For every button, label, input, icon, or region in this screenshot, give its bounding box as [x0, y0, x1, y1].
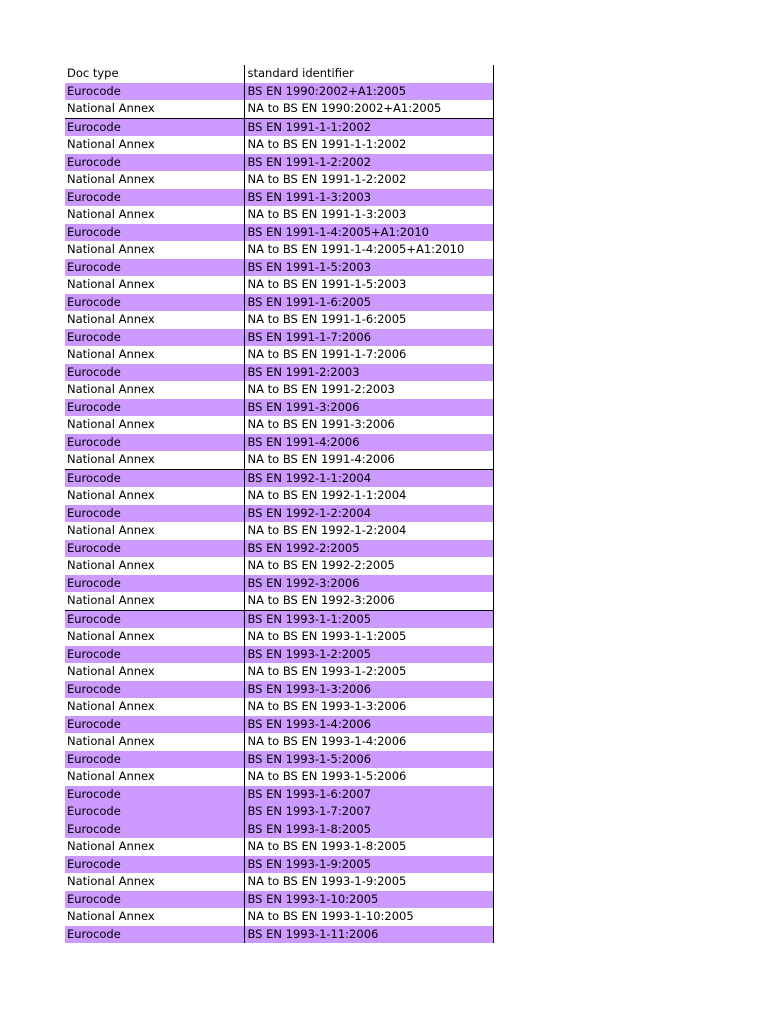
doc-type-cell: National Annex — [65, 276, 244, 294]
doc-type-cell: National Annex — [65, 451, 244, 469]
standard-identifier-cell: BS EN 1993-1-2:2005 — [244, 646, 493, 664]
standard-identifier-cell: NA to BS EN 1991-3:2006 — [244, 416, 493, 434]
table-row — [65, 768, 493, 786]
table-row — [65, 575, 493, 593]
doc-type-cell: National Annex — [65, 592, 244, 610]
standard-identifier-cell: BS EN 1991-1-6:2005 — [244, 294, 493, 312]
table-row — [65, 259, 493, 277]
standard-identifier-cell: BS EN 1993-1-10:2005 — [244, 891, 493, 909]
standard-identifier-cell: BS EN 1991-3:2006 — [244, 399, 493, 417]
table-row — [65, 276, 493, 294]
standard-identifier-cell: BS EN 1992-2:2005 — [244, 540, 493, 558]
standard-identifier-cell: BS EN 1992-1-1:2004 — [244, 469, 493, 487]
doc-type-cell: National Annex — [65, 171, 244, 189]
table-row — [65, 716, 493, 734]
standard-identifier-cell: NA to BS EN 1992-1-1:2004 — [244, 487, 493, 505]
doc-type-cell: Eurocode — [65, 399, 244, 417]
standard-identifier-cell: NA to BS EN 1990:2002+A1:2005 — [244, 100, 493, 118]
doc-type-cell: Eurocode — [65, 891, 244, 909]
table-row — [65, 487, 493, 505]
standard-identifier-cell: BS EN 1992-1-2:2004 — [244, 505, 493, 523]
doc-type-cell: Eurocode — [65, 505, 244, 523]
table-row — [65, 346, 493, 364]
doc-type-cell: Eurocode — [65, 154, 244, 172]
table-row — [65, 540, 493, 558]
table-row — [65, 381, 493, 399]
doc-type-cell: Eurocode — [65, 646, 244, 664]
doc-type-cell: National Annex — [65, 241, 244, 259]
doc-type-cell: Eurocode — [65, 259, 244, 277]
standard-identifier-cell: BS EN 1993-1-1:2005 — [244, 610, 493, 628]
table-row — [65, 733, 493, 751]
doc-type-cell: Eurocode — [65, 575, 244, 593]
table-row — [65, 118, 493, 136]
standard-identifier-cell: NA to BS EN 1992-2:2005 — [244, 557, 493, 575]
doc-type-cell: Eurocode — [65, 716, 244, 734]
standard-identifier-cell: BS EN 1993-1-6:2007 — [244, 786, 493, 804]
table-row — [65, 522, 493, 540]
standard-identifier-cell: BS EN 1991-1-5:2003 — [244, 259, 493, 277]
table-row — [65, 592, 493, 610]
standard-identifier-cell: BS EN 1993-1-3:2006 — [244, 681, 493, 699]
table-row — [65, 873, 493, 891]
standard-identifier-cell: BS EN 1993-1-8:2005 — [244, 821, 493, 839]
doc-type-cell: Eurocode — [65, 803, 244, 821]
table-row — [65, 557, 493, 575]
table-row — [65, 451, 493, 469]
table-row — [65, 663, 493, 681]
doc-type-cell: National Annex — [65, 311, 244, 329]
doc-type-cell: National Annex — [65, 416, 244, 434]
standard-identifier-cell: BS EN 1991-1-2:2002 — [244, 154, 493, 172]
table-row — [65, 751, 493, 769]
standard-identifier-cell: BS EN 1991-2:2003 — [244, 364, 493, 382]
table-row — [65, 926, 493, 944]
table-row — [65, 469, 493, 487]
doc-type-cell: National Annex — [65, 487, 244, 505]
standard-identifier-cell: NA to BS EN 1993-1-8:2005 — [244, 838, 493, 856]
doc-type-cell: Eurocode — [65, 926, 244, 944]
table-body — [65, 83, 493, 944]
spreadsheet-table-container — [65, 65, 493, 943]
table-row — [65, 786, 493, 804]
doc-type-cell: National Annex — [65, 206, 244, 224]
header-doc-type: Doc type — [65, 65, 244, 83]
standard-identifier-cell: NA to BS EN 1992-3:2006 — [244, 592, 493, 610]
doc-type-cell: Eurocode — [65, 821, 244, 839]
doc-type-cell: Eurocode — [65, 540, 244, 558]
table-row — [65, 856, 493, 874]
doc-type-cell: National Annex — [65, 698, 244, 716]
header-standard-identifier: standard identifier — [244, 65, 493, 83]
doc-type-cell: National Annex — [65, 663, 244, 681]
doc-type-cell: Eurocode — [65, 329, 244, 347]
table-row — [65, 838, 493, 856]
table-row — [65, 908, 493, 926]
standard-identifier-cell: NA to BS EN 1991-1-6:2005 — [244, 311, 493, 329]
standard-identifier-cell: NA to BS EN 1991-1-4:2005+A1:2010 — [244, 241, 493, 259]
doc-type-cell: Eurocode — [65, 434, 244, 452]
table-row — [65, 681, 493, 699]
table-row — [65, 610, 493, 628]
doc-type-cell: National Annex — [65, 522, 244, 540]
doc-type-cell: National Annex — [65, 381, 244, 399]
table-row — [65, 154, 493, 172]
doc-type-cell: National Annex — [65, 768, 244, 786]
table-row — [65, 224, 493, 242]
table-row — [65, 434, 493, 452]
doc-type-cell: Eurocode — [65, 469, 244, 487]
table-row — [65, 505, 493, 523]
doc-type-cell: Eurocode — [65, 83, 244, 101]
table-row — [65, 83, 493, 101]
standard-identifier-cell: NA to BS EN 1991-1-2:2002 — [244, 171, 493, 189]
table-row — [65, 189, 493, 207]
standard-identifier-cell: NA to BS EN 1992-1-2:2004 — [244, 522, 493, 540]
doc-type-cell: National Annex — [65, 557, 244, 575]
doc-type-cell: Eurocode — [65, 118, 244, 136]
table-row — [65, 294, 493, 312]
standard-identifier-cell: NA to BS EN 1991-1-3:2003 — [244, 206, 493, 224]
standard-identifier-cell: NA to BS EN 1993-1-10:2005 — [244, 908, 493, 926]
doc-type-cell: National Annex — [65, 733, 244, 751]
doc-type-cell: Eurocode — [65, 681, 244, 699]
standard-identifier-cell: BS EN 1992-3:2006 — [244, 575, 493, 593]
doc-type-cell: Eurocode — [65, 189, 244, 207]
table-row — [65, 364, 493, 382]
doc-type-cell: National Annex — [65, 100, 244, 118]
standard-identifier-cell: NA to BS EN 1991-4:2006 — [244, 451, 493, 469]
table-row — [65, 416, 493, 434]
standard-identifier-cell: NA to BS EN 1991-1-1:2002 — [244, 136, 493, 154]
table-row — [65, 803, 493, 821]
table-row — [65, 646, 493, 664]
standard-identifier-cell: BS EN 1991-1-4:2005+A1:2010 — [244, 224, 493, 242]
standard-identifier-cell: NA to BS EN 1993-1-9:2005 — [244, 873, 493, 891]
table-row — [65, 100, 493, 118]
doc-type-cell: National Annex — [65, 838, 244, 856]
table-row — [65, 698, 493, 716]
standard-identifier-cell: BS EN 1991-1-3:2003 — [244, 189, 493, 207]
table-row — [65, 628, 493, 646]
table-row — [65, 329, 493, 347]
header-row — [65, 65, 493, 83]
doc-type-cell: National Annex — [65, 873, 244, 891]
doc-type-cell: Eurocode — [65, 751, 244, 769]
doc-type-cell: National Annex — [65, 136, 244, 154]
doc-type-cell: Eurocode — [65, 364, 244, 382]
doc-type-cell: National Annex — [65, 628, 244, 646]
standard-identifier-cell: BS EN 1993-1-9:2005 — [244, 856, 493, 874]
doc-type-cell: National Annex — [65, 908, 244, 926]
standard-identifier-cell: NA to BS EN 1993-1-4:2006 — [244, 733, 493, 751]
doc-type-cell: Eurocode — [65, 294, 244, 312]
standard-identifier-cell: NA to BS EN 1993-1-1:2005 — [244, 628, 493, 646]
standards-table — [65, 65, 493, 943]
table-row — [65, 136, 493, 154]
doc-type-cell: Eurocode — [65, 224, 244, 242]
standard-identifier-cell: BS EN 1993-1-11:2006 — [244, 926, 493, 944]
table-row — [65, 399, 493, 417]
standard-identifier-cell: NA to BS EN 1991-2:2003 — [244, 381, 493, 399]
standard-identifier-cell: BS EN 1993-1-5:2006 — [244, 751, 493, 769]
table-row — [65, 311, 493, 329]
standard-identifier-cell: NA to BS EN 1993-1-2:2005 — [244, 663, 493, 681]
doc-type-cell: National Annex — [65, 346, 244, 364]
table-row — [65, 171, 493, 189]
table-row — [65, 206, 493, 224]
standard-identifier-cell: BS EN 1991-4:2006 — [244, 434, 493, 452]
table-row — [65, 891, 493, 909]
table-row — [65, 821, 493, 839]
standard-identifier-cell: NA to BS EN 1993-1-3:2006 — [244, 698, 493, 716]
standard-identifier-cell: BS EN 1990:2002+A1:2005 — [244, 83, 493, 101]
standard-identifier-cell: BS EN 1993-1-4:2006 — [244, 716, 493, 734]
standard-identifier-cell: NA to BS EN 1991-1-5:2003 — [244, 276, 493, 294]
doc-type-cell: Eurocode — [65, 786, 244, 804]
doc-type-cell: Eurocode — [65, 856, 244, 874]
standard-identifier-cell: BS EN 1993-1-7:2007 — [244, 803, 493, 821]
right-border-line — [493, 65, 494, 943]
standard-identifier-cell: NA to BS EN 1991-1-7:2006 — [244, 346, 493, 364]
table-row — [65, 241, 493, 259]
standard-identifier-cell: NA to BS EN 1993-1-5:2006 — [244, 768, 493, 786]
doc-type-cell: Eurocode — [65, 610, 244, 628]
standard-identifier-cell: BS EN 1991-1-1:2002 — [244, 118, 493, 136]
standard-identifier-cell: BS EN 1991-1-7:2006 — [244, 329, 493, 347]
